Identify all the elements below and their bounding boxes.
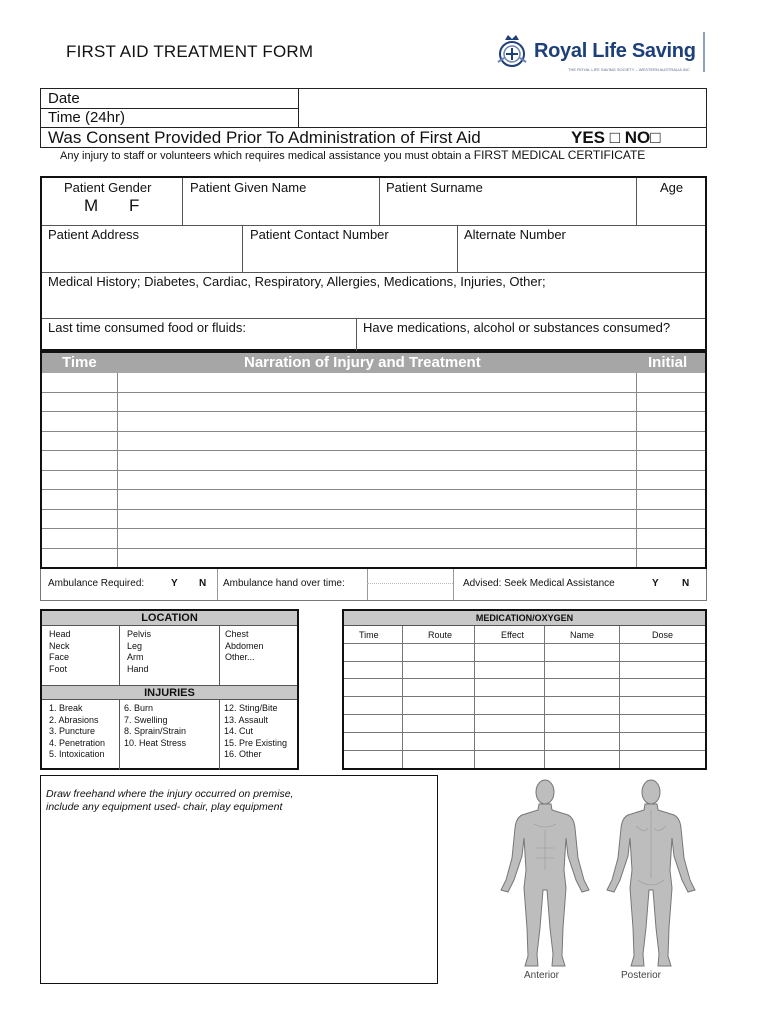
advised-yes-option[interactable]: Y <box>652 578 659 589</box>
med-col-dose: Dose <box>652 630 674 640</box>
consent-yes-no-checkboxes[interactable]: YES □ NO□ <box>571 128 661 147</box>
narration-header <box>42 353 705 373</box>
gender-f-option[interactable]: F <box>129 196 140 215</box>
drawing-instruction: Draw freehand where the injury occurred on premise, include any equipment used- chair, play equipment <box>46 788 294 813</box>
injuries-col-2: 6. Burn 7. Swelling 8. Sprain/Strain 10. Heat Stress <box>124 703 187 748</box>
ambulance-no-option[interactable]: N <box>199 578 207 589</box>
note-text: Any injury to staff or volunteers which requires medical assistance you must obtain a <box>60 150 471 162</box>
location-col-3: Chest Abdomen Other... <box>225 629 264 662</box>
advised-no-option[interactable]: N <box>682 578 690 589</box>
consent-label: Was Consent Provided Prior To Administration of First Aid <box>48 128 481 147</box>
body-anterior-figure[interactable] <box>490 778 600 972</box>
location-col-2: Pelvis Leg Arm Hand <box>127 629 152 674</box>
handover-time-label: Ambulance hand over time: <box>223 578 345 589</box>
date-label: Date <box>48 90 80 107</box>
col-time: Time <box>62 354 97 371</box>
medical-history-label: Medical History; Diabetes, Cardiac, Respiratory, Allergies, Medications, Injuries, Other; <box>48 274 546 289</box>
col-initial: Initial <box>648 354 688 371</box>
date-time-field[interactable] <box>299 89 706 127</box>
body-posterior-figure[interactable] <box>596 778 706 972</box>
injuries-col-3: 12. Sting/Bite 13. Assault 14. Cut 15. Pre Existing 16. Other <box>224 703 288 759</box>
advised-label: Advised: Seek Medical Assistance <box>463 578 615 589</box>
gender-m-option[interactable]: M <box>84 196 99 215</box>
medication-header: MEDICATION/OXYGEN <box>344 611 705 626</box>
col-narration: Narration of Injury and Treatment <box>244 354 481 371</box>
contact-number-label: Patient Contact Number <box>250 227 389 242</box>
patient-gender-label: Patient Gender <box>64 180 152 195</box>
med-col-effect: Effect <box>501 630 524 640</box>
address-label: Patient Address <box>48 227 140 242</box>
location-col-1: Head Neck Face Foot <box>49 629 71 674</box>
age-label: Age <box>660 180 684 195</box>
logo-subtext: THE ROYAL LIFE SAVING SOCIETY – WESTERN AUSTRALIA INC <box>568 67 690 72</box>
anterior-label: Anterior <box>524 970 560 981</box>
header-box <box>40 88 707 148</box>
time-label: Time (24hr) <box>48 109 125 126</box>
form-title: FIRST AID TREATMENT FORM <box>66 42 314 61</box>
ambulance-required-label: Ambulance Required: <box>48 578 145 589</box>
narration-table <box>40 351 707 569</box>
injuries-col-1: 1. Break 2. Abrasions 3. Puncture 4. Penetration 5. Intoxication <box>49 703 106 759</box>
location-injuries-box <box>40 609 299 770</box>
logo-divider <box>703 32 705 72</box>
ambulance-yes-option[interactable]: Y <box>171 578 178 589</box>
med-col-name: Name <box>570 630 595 640</box>
royal-life-saving-crest-icon <box>494 32 530 72</box>
last-food-label: Last time consumed food or fluids: <box>48 320 246 335</box>
note-emphasis: FIRST MEDICAL CERTIFICATE <box>473 148 646 162</box>
logo-text: Royal Life Saving <box>534 40 696 62</box>
injuries-header: INJURIES <box>42 685 297 700</box>
med-col-route: Route <box>428 630 453 640</box>
medication-oxygen-table <box>342 609 707 770</box>
medical-certificate-note <box>60 148 645 162</box>
patient-details-box <box>40 176 707 351</box>
ambulance-row <box>40 569 707 601</box>
posterior-label: Posterior <box>621 970 662 981</box>
location-header: LOCATION <box>42 611 297 626</box>
handover-time-field[interactable] <box>367 583 453 584</box>
surname-label: Patient Surname <box>386 180 483 195</box>
alternate-number-label: Alternate Number <box>464 227 566 242</box>
injury-drawing-area[interactable] <box>40 775 438 984</box>
med-col-time: Time <box>359 630 379 640</box>
given-name-label: Patient Given Name <box>190 180 307 195</box>
substances-label: Have medications, alcohol or substances consumed? <box>363 320 671 335</box>
